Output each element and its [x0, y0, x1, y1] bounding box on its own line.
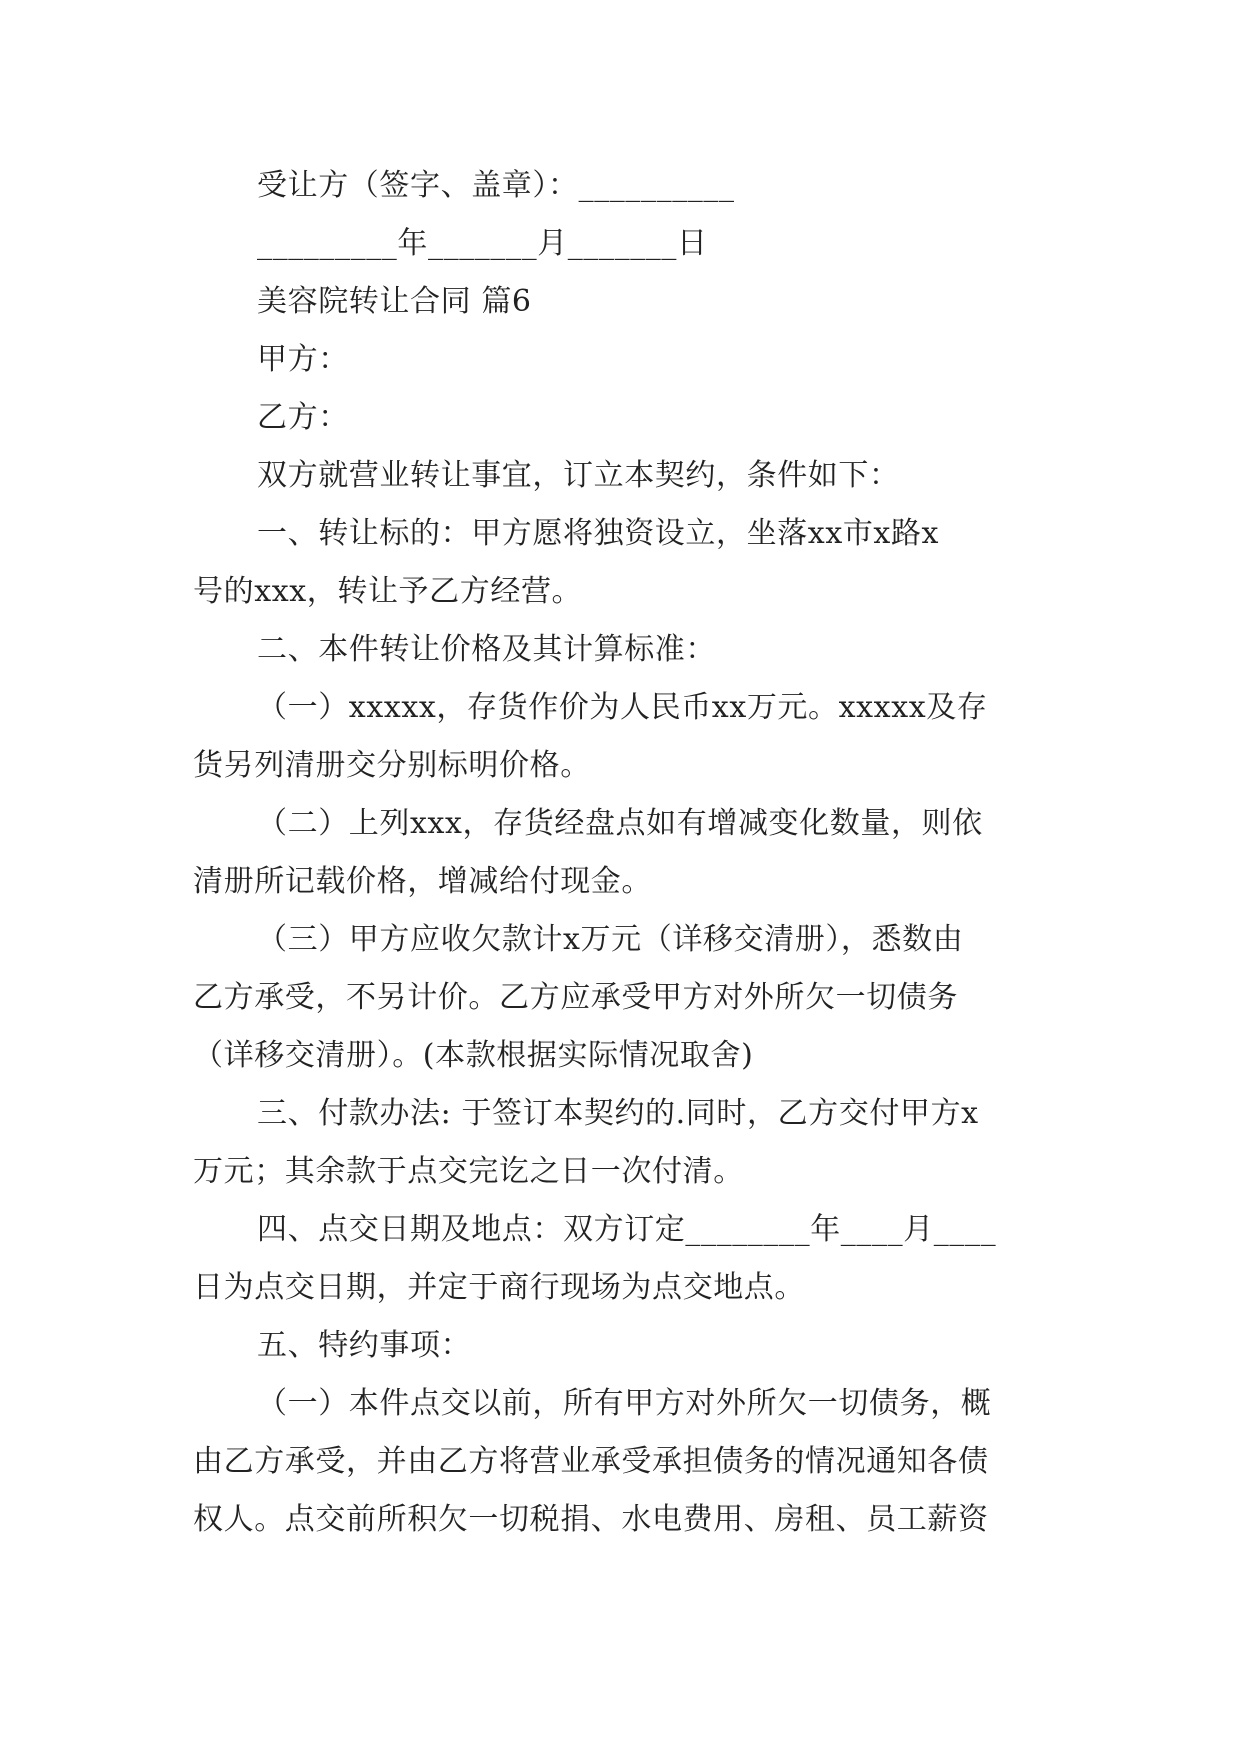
paragraph-line: 二、本件转让价格及其计算标准：	[257, 632, 716, 667]
paragraph-line: 由乙方承受，并由乙方将营业承受承担债务的情况通知各债	[193, 1444, 989, 1479]
paragraph-line: 清册所记载价格，增减给付现金。	[193, 864, 652, 899]
paragraph-line: 一、转让标的：甲方愿将独资设立，坐落xx市x路x	[257, 516, 940, 551]
contract-title: 美容院转让合同 篇6	[257, 284, 532, 319]
paragraph-line: 四、点交日期及地点：双方订定________年____月____	[257, 1212, 997, 1247]
section-heading: 五、特约事项：	[257, 1328, 472, 1363]
signature-line: 受让方（签字、盖章）：__________	[257, 168, 735, 203]
date-line: _________年_______月_______日	[257, 226, 708, 261]
paragraph-line: 日为点交日期，并定于商行现场为点交地点。	[193, 1270, 805, 1305]
paragraph-line: 乙方承受，不另计价。乙方应承受甲方对外所欠一切债务	[193, 980, 958, 1015]
paragraph-line: 万元；其余款于点交完讫之日一次付清。	[193, 1154, 744, 1189]
paragraph-line: 号的xxx，转让予乙方经营。	[193, 574, 583, 609]
paragraph-line: 双方就营业转让事宜，订立本契约，条件如下：	[257, 458, 900, 493]
party-a-line: 甲方：	[257, 342, 349, 377]
paragraph-line: （一）xxxxx，存货作价为人民币xx万元。xxxxx及存	[257, 690, 988, 725]
paragraph-line: （二）上列xxx，存货经盘点如有增减变化数量，则依	[257, 806, 983, 841]
paragraph-line: 权人。点交前所积欠一切税捐、水电费用、房租、员工薪资	[193, 1502, 989, 1537]
paragraph-line: 货另列清册交分别标明价格。	[193, 748, 591, 783]
paragraph-line: （一）本件点交以前，所有甲方对外所欠一切债务，概	[257, 1386, 992, 1421]
party-b-line: 乙方：	[257, 400, 349, 435]
paragraph-line: （详移交清册）。(本款根据实际情况取舍)	[193, 1038, 754, 1073]
paragraph-line: 三、付款办法: 于签订本契约的.同时，乙方交付甲方x	[257, 1096, 979, 1131]
paragraph-line: （三）甲方应收欠款计x万元（详移交清册），悉数由	[257, 922, 964, 957]
